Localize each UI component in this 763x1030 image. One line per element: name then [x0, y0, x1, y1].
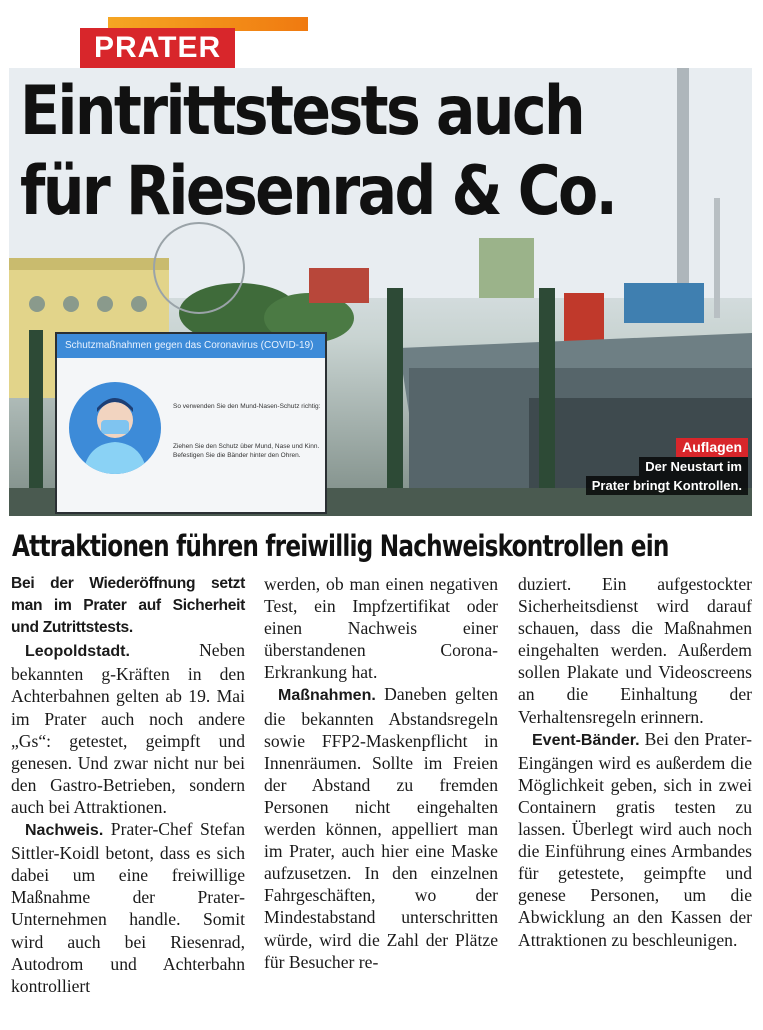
paragraph-leopoldstadt	[11, 639, 245, 818]
masked-person-icon	[69, 382, 161, 474]
caption-tag: Auflagen	[676, 438, 748, 457]
paragraph-keyword: Event-Bänder.	[532, 731, 640, 749]
screen-instruction-heading: So verwenden Sie den Mund-Nasen-Schutz richtig:	[173, 403, 321, 410]
paragraph-text: Daneben gelten die bekannten Abstandsregeln sowie FFP2-Maskenpflicht in Innenräumen. Sollte im Freien der Abstand zu fremden Personen nicht eingehalten werden können, appelliert man im Prater, auch hier eine Maske aufzusetzen. In den einzelnen Fahrgeschäften, wo der Mindestabstand unterschritten würde, wird die Zahl der Plätze für Besucher re-	[264, 684, 498, 972]
paragraph-text: Prater-Chef Stefan Sittler-Koidl betont, dass es sich dabei um eine freiwillige Maßnahme der Prater-Unternehmen handle. Somit wird auch bei Riesenrad, Autodrom und Achterbahn kontrolliert	[11, 819, 245, 996]
paragraph-text: Bei den Prater-Eingängen wird es außerdem die Möglichkeit geben, sich in zwei Containern gratis testen zu lassen. Überlegt wird auch noch die Einführung eines Armbandes für getestete, geimpfte und genese Personen, um die Abwicklung an den Kassen der Attraktionen zu beschleunigen.	[518, 728, 752, 950]
section-kicker: PRATER	[80, 28, 235, 68]
headline	[20, 72, 648, 232]
paragraph-keyword: Nachweis.	[25, 822, 104, 840]
paragraph-keyword: Maßnahmen.	[278, 687, 376, 705]
paragraph-nachweis	[11, 818, 245, 997]
article-lead: Bei der Wiederöffnung setzt man im Prater auf Sicherheit und Zutrittstests.	[11, 575, 245, 637]
caption-line-1: Der Neustart im	[639, 457, 748, 476]
article-column-1	[11, 573, 245, 997]
photo-caption	[586, 438, 748, 495]
headline-line-2: für Riesenrad & Co.	[20, 152, 616, 231]
paragraph-event-baender	[518, 728, 752, 951]
screen-banner: Schutzmaßnahmen gegen das Coronavirus (COVID-19)	[57, 334, 325, 358]
article-column-2	[264, 573, 498, 973]
paragraph-continuation: duziert. Ein aufgestockter Sicherheitsdienst wird darauf schauen, dass die Maßnahmen eingehalten werden. Außerdem sollen Plakate und Videoscreens an die Einhaltung der Verhaltensregeln erinnern.	[518, 574, 752, 727]
paragraph-massnahmen	[264, 683, 498, 972]
caption-line-2: Prater bringt Kontrollen.	[586, 476, 748, 495]
screen-instruction-body: Ziehen Sie den Schutz über Mund, Nase und Kinn. Befestigen Sie die Bänder hinter den Ohren.	[173, 443, 320, 459]
covid-info-screen	[55, 332, 327, 514]
article-column-3	[518, 573, 752, 951]
paragraph-continuation: werden, ob man einen negativen Test, ein Impfzertifikat oder einen Nachweis einer überstandenen Corona-Erkrankung hat.	[264, 574, 498, 683]
headline-line-1: Eintrittstests auch	[20, 72, 584, 151]
paragraph-text: Neben bekannten g-Kräften in den Achterbahnen gelten ab 19. Mai im Prater auch noch andere „Gs“: getestet, geimpft und genesen. Und zwar nicht nur bei den Gastro-Betrieben, sondern auch bei Attraktionen.	[11, 640, 245, 817]
subheadline: Attraktionen führen freiwillig Nachweiskontrollen ein	[12, 529, 669, 563]
paragraph-keyword: Leopoldstadt.	[25, 643, 130, 661]
